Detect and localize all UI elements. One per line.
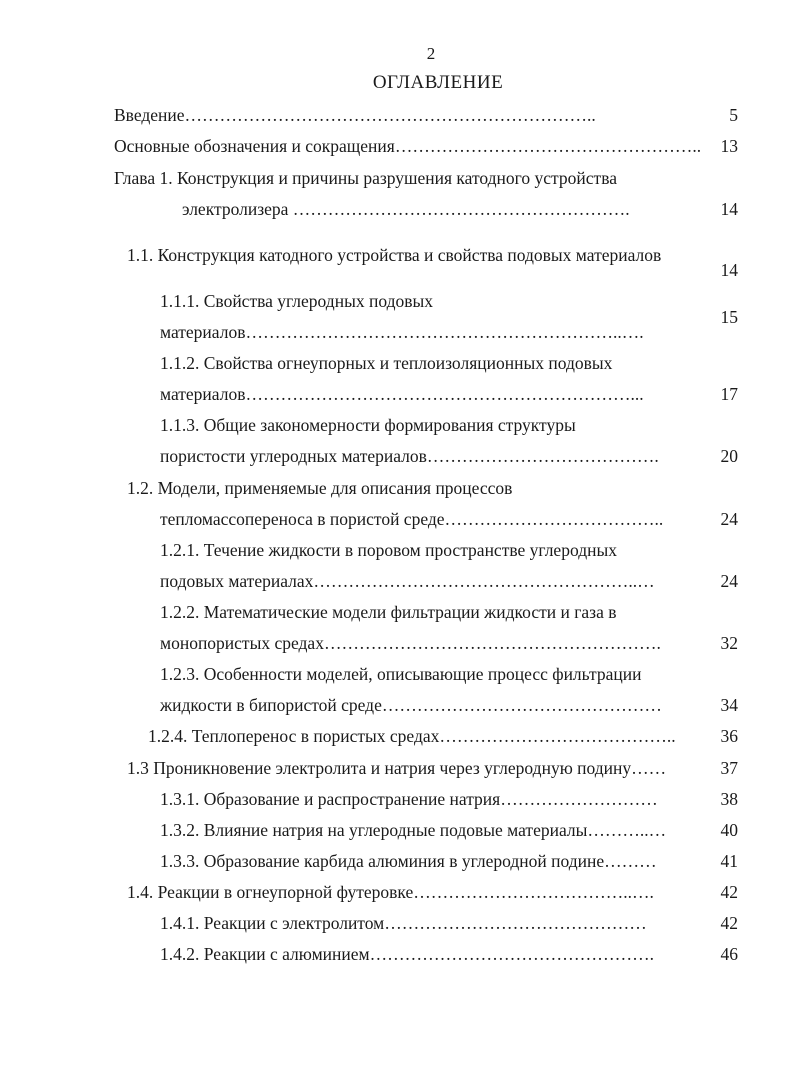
toc-leader: ………………………………………… (381, 695, 662, 715)
toc-entry-text: 1.3 Проникновение электролита и натрия через углеродную подину (127, 758, 632, 778)
toc-entry-1-2-2 (160, 601, 617, 623)
toc-entry-chapter-1 (114, 167, 617, 189)
toc-leader: …………………………………………………. (323, 633, 661, 653)
toc-entry-text: 1.4. Реакции в огнеупорной футеровке (127, 882, 414, 902)
toc-entry-1-4 (127, 881, 654, 903)
toc-leader: ……………………………………… (384, 913, 647, 933)
toc-entry-1-2-2-cont (160, 632, 661, 654)
toc-entry-text: материалов (160, 384, 246, 404)
toc-page-number: 36 (720, 726, 738, 746)
toc-entry-1-2-3 (160, 663, 641, 685)
toc-entry-1-1-2-cont (160, 383, 644, 405)
toc-entry-1-2 (127, 477, 512, 499)
toc-page-number: 20 (720, 446, 738, 466)
toc-entry-1-1-1-cont (160, 321, 644, 343)
toc-entry-introduction (114, 104, 596, 126)
toc-page-number: 14 (720, 260, 738, 280)
toc-page-number: 40 (720, 820, 738, 840)
toc-leader: …………………………………………………………... (245, 384, 644, 404)
toc-entry-text: 1.1.2. Свойства огнеупорных и теплоизоляционных подовых (160, 353, 613, 373)
toc-leader: ………………………………………………………..…. (245, 322, 644, 342)
toc-entry-text: 1.3.3. Образование карбида алюминия в углеродной подине (160, 851, 605, 871)
toc-leader: ………..… (587, 820, 667, 840)
toc-entry-1-3-3 (160, 850, 657, 872)
toc-leader: …… (631, 758, 667, 778)
toc-entry-text: пористости углеродных материалов (160, 446, 427, 466)
toc-page-number: 15 (720, 307, 738, 327)
page-title: ОГЛАВЛЕНИЕ (372, 72, 504, 93)
toc-entry-1-2-3-cont (160, 694, 662, 716)
toc-leader: ………………………………………………..… (313, 571, 655, 591)
toc-page-number: 24 (720, 571, 738, 591)
toc-page-number: 42 (720, 882, 738, 902)
toc-page-number: 34 (720, 695, 738, 715)
toc-entry-text: 1.2. Модели, применяемые для описания процессов (127, 478, 513, 498)
toc-entry-text: 1.1.1. Свойства углеродных подовых (160, 291, 433, 311)
toc-page-number: 17 (720, 384, 738, 404)
toc-entry-text: 1.1. Конструкция катодного устройства и свойства подовых материалов (127, 245, 662, 265)
toc-entry-text: Глава 1. Конструкция и причины разрушения катодного устройства (114, 168, 617, 188)
toc-page-number: 5 (729, 105, 738, 125)
toc-entry-text: 1.2.1. Течение жидкости в поровом пространстве углеродных (160, 540, 617, 560)
toc-leader: …………………………………………………………….. (184, 105, 596, 125)
toc-entry-text: материалов (160, 322, 246, 342)
toc-leader: …………………………………………………. (288, 199, 630, 219)
toc-page-number: 41 (720, 851, 738, 871)
toc-entry-1-2-cont (160, 508, 663, 530)
toc-leader: ……… (604, 851, 657, 871)
toc-entry-text: 1.3.2. Влияние натрия на углеродные подовые материалы (160, 820, 588, 840)
toc-entry-text: 1.4.2. Реакции с алюминием (160, 944, 370, 964)
toc-entry-1-2-1-cont (160, 570, 655, 592)
toc-leader: …………………………………. (426, 446, 659, 466)
toc-page-number: 32 (720, 633, 738, 653)
toc-entry-1-3 (127, 757, 666, 779)
toc-entry-text: Введение (114, 105, 185, 125)
toc-leader: ………………………………….. (439, 726, 676, 746)
toc-page-number: 37 (720, 758, 738, 778)
toc-entry-1-2-4 (148, 725, 676, 747)
toc-entry-text: 1.2.2. Математические модели фильтрации жидкости и газа в (160, 602, 617, 622)
toc-entry-1-1-3-cont (160, 445, 659, 467)
toc-page-number: 42 (720, 913, 738, 933)
toc-entry-text: 1.1.3. Общие закономерности формирования структуры (160, 415, 576, 435)
toc-entry-abbreviations (114, 135, 701, 157)
toc-entry-text: электролизера (182, 199, 289, 219)
toc-entry-1-1 (127, 244, 661, 266)
toc-page-number: 46 (720, 944, 738, 964)
toc-page-number: 24 (720, 509, 738, 529)
toc-entry-text: 1.2.4. Теплоперенос в пористых средах (148, 726, 440, 746)
toc-entry-1-3-2 (160, 819, 666, 841)
toc-entry-1-4-1 (160, 912, 647, 934)
toc-entry-1-3-1 (160, 788, 658, 810)
toc-entry-text: Основные обозначения и сокращения (114, 136, 395, 156)
toc-entry-text: монопористых средах (160, 633, 324, 653)
toc-page-number: 14 (720, 199, 738, 219)
toc-entry-1-4-2 (160, 943, 654, 965)
toc-entry-text: подовых материалах (160, 571, 314, 591)
toc-entry-text: тепломассопереноса в пористой среде (160, 509, 445, 529)
toc-entry-text: жидкости в бипористой среде (160, 695, 382, 715)
toc-page-number: 38 (720, 789, 738, 809)
toc-leader: ……………………………….. (444, 509, 664, 529)
toc-leader: …………………………………………. (369, 944, 654, 964)
toc-entry-text: 1.3.1. Образование и распространение натрия (160, 789, 501, 809)
toc-entry-1-1-2 (160, 352, 612, 374)
toc-entry-text: 1.2.3. Особенности моделей, описывающие процесс фильтрации (160, 664, 642, 684)
page-number: 2 (426, 44, 436, 63)
toc-leader: …………………………………………….. (394, 136, 702, 156)
toc-entry-1-1-1 (160, 290, 433, 312)
toc-leader: ………………………………..…. (413, 882, 654, 902)
toc-leader: ……………………… (500, 789, 658, 809)
toc-entry-chapter-1-cont (182, 198, 630, 220)
toc-page-number: 13 (720, 136, 738, 156)
toc-entry-1-2-1 (160, 539, 617, 561)
toc-entry-text: 1.4.1. Реакции с электролитом (160, 913, 385, 933)
toc-entry-1-1-3 (160, 414, 576, 436)
